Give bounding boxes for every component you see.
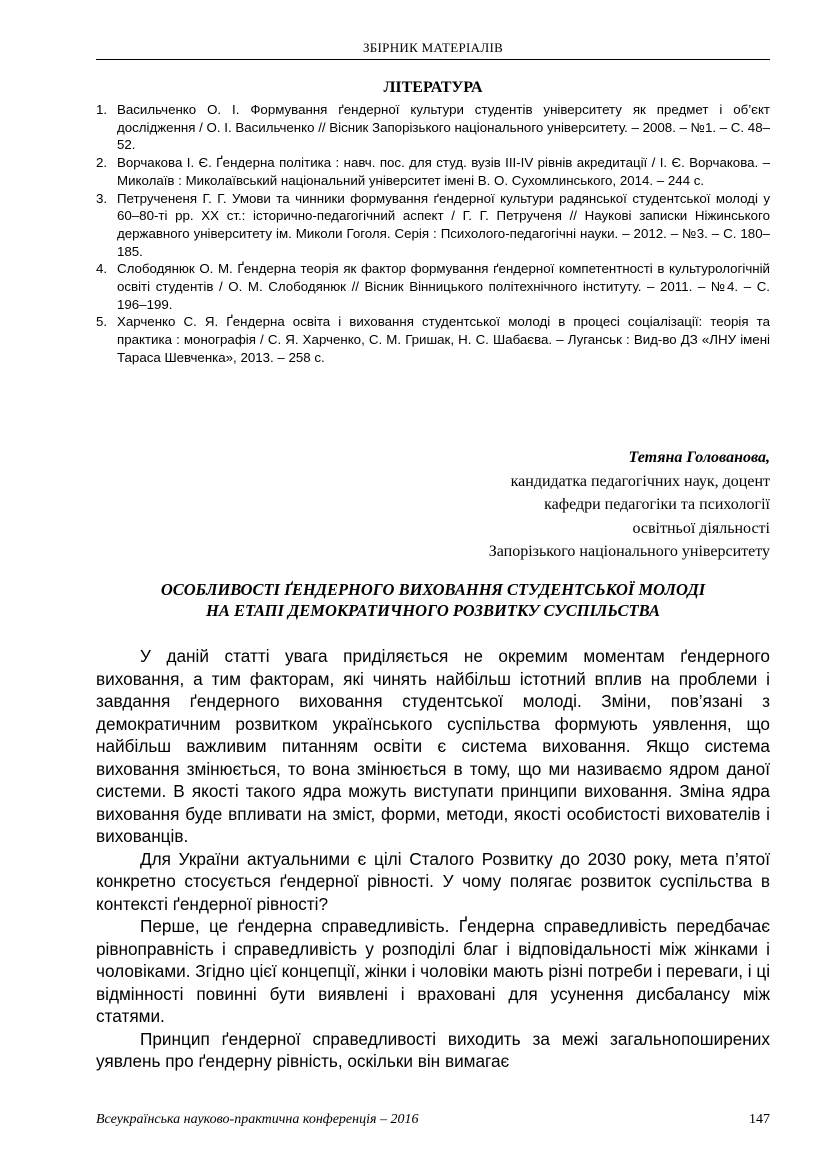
footer-conference: Всеукраїнська науково-практична конференція – 2016 [96, 1112, 419, 1127]
reference-item [96, 313, 770, 366]
reference-text: Харченко С. Я. Ґендерна освіта і виховання студентської молоді в процесі соціалізації: теорія та практика : монографія / С. Я. Харченко, С. М. Гришак, Н. С. Шабаєва. – Луганськ : Вид-во ДЗ «ЛНУ імені Тараса Шевченка», 2013. – 258 с. [117, 314, 770, 365]
body-paragraph: У даній статті увага приділяється не окремим моментам ґендерного виховання, а тим факторам, які чинять найбільш істотний вплив на проблеми і завдання ґендерного виховання студентської молоді. Зміни, пов’язані з демократичним розвитком українського суспільства формують уявлення, що найбільш важливим питанням освіти є система виховання. Якщо система виховання змінюється, то вона змінюється в тому, що ми називаємо ядром даної системи. В якості такого ядра можуть виступати принципи виховання. Зміна ядра виховання буде впливати на зміст, форми, методи, якості особистості вихователів і вихованців. [96, 646, 770, 846]
references-list [96, 101, 770, 367]
article-title-line: НА ЕТАПІ ДЕМОКРАТИЧНОГО РОЗВИТКУ СУСПІЛЬСТВА [206, 601, 660, 620]
body-paragraph: Перше, це ґендерна справедливість. Ґендерна справедливість передбачає рівноправність і справедливість у розподілі благ і відповідальності між жінками і чоловіками. Згідно цієї концепції, жінки і чоловіки мають різні потреби і переваги, і ці відмінності повинні бути виявлені і враховані для усунення дисбалансу між статями. [96, 916, 771, 1026]
author-affiliation-line: кандидатка педагогічних наук, доцент [510, 472, 770, 490]
author-affiliation-line: кафедри педагогіки та психології [544, 496, 770, 513]
header-divider [96, 59, 770, 60]
author-affiliation-line: Запорізького національного університету [488, 543, 770, 560]
article-title-line: ОСОБЛИВОСТІ ҐЕНДЕРНОГО ВИХОВАННЯ СТУДЕНТСЬКОЇ МОЛОДІ [160, 580, 706, 599]
reference-number: 4. [96, 261, 108, 277]
reference-item [96, 260, 770, 313]
reference-item [96, 190, 770, 261]
reference-item [96, 101, 770, 154]
body-paragraph: Принцип ґендерної справедливості виходить за межі загальнопоширених уявлень про ґендерну рівність, оскільки він вимагає [96, 1028, 770, 1071]
reference-item [96, 154, 770, 189]
reference-number: 2. [96, 155, 108, 171]
author-name: Тетяна Голованова, [628, 449, 770, 466]
reference-number: 5. [96, 314, 108, 330]
reference-number: 1. [96, 102, 108, 117]
author-block [300, 446, 770, 564]
running-header: ЗБІРНИК МАТЕРІАЛІВ [362, 40, 504, 55]
article-title [96, 579, 770, 621]
reference-text: Слободянюк О. М. Ґендерна теорія як фактор формування ґендерної компетентності в культурологічній освіті студентів / О. М. Слободянюк // Вісник Вінницького політехнічного інституту. – 2011. – №4. – С. 196–199. [117, 261, 770, 312]
reference-text: Петручененя Г. Г. Умови та чинники формування ґендерної культури радянської студентської молоді у 60–80-ті рр. ХХ ст.: історично-педагогічний аспект / Г. Г. Петрученя // Наукові записки Ніжинського державного університету ім. Миколи Гоголя. Серія : Психолого-педагогічні науки. – 2012. – №3. – С. 180–185. [117, 190, 770, 259]
page-number: 147 [749, 1112, 770, 1127]
reference-number: 3. [96, 190, 108, 206]
references-title: ЛІТЕРАТУРА [383, 79, 483, 96]
body-paragraph: Для України актуальними є цілі Сталого Розвитку до 2030 року, мета п’ятої конкретно стосується ґендерної рівності. У чому полягає розвиток суспільства в контексті ґендерної рівності? [96, 848, 770, 914]
author-affiliation-line: освітньої діяльності [632, 519, 770, 537]
article-body [96, 645, 770, 1073]
reference-text: Васильченко О. І. Формування ґендерної культури студентів університету як предмет і об’єкт дослідження / О. І. Васильченко // Вісник Запорізького національного університету. – 2008. – №1. – С. 48–52. [117, 102, 770, 153]
reference-text: Ворчакова І. Є. Ґендерна політика : навч. пос. для студ. вузів ІІІ-IV рівнів акредитації / І. Є. Ворчакова. – Миколаїв : Миколаївський національний університет імені В. О. Сухомлинського, 2014. – 244 с. [117, 155, 770, 188]
